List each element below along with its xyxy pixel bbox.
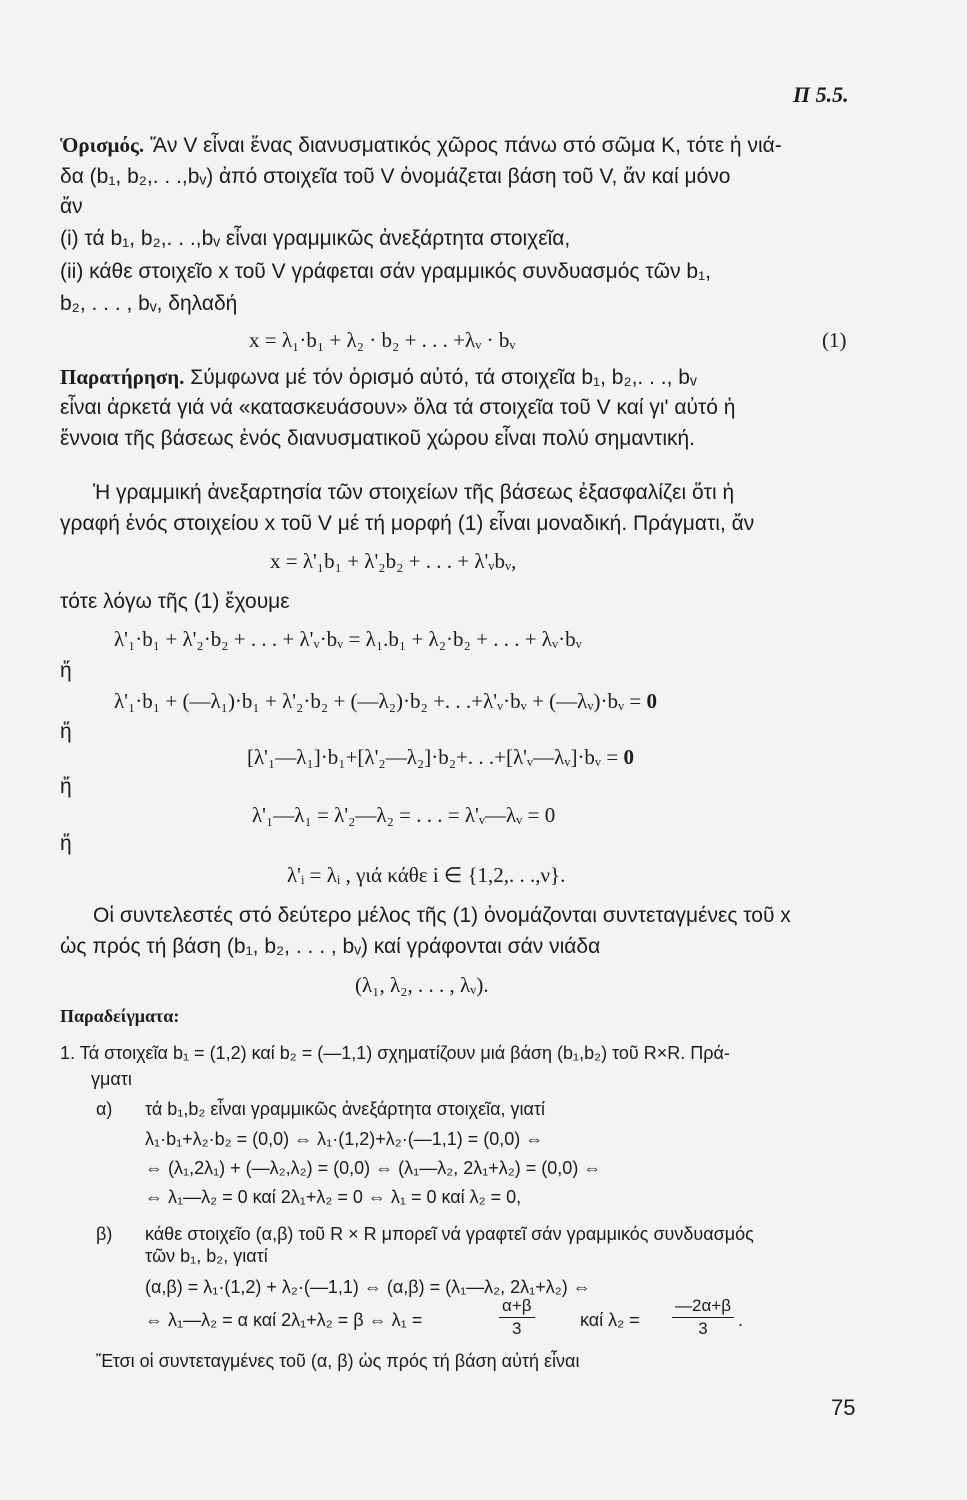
equation-f: λ'ᵢ = λᵢ , γιά κάθε i ∈ {1,2,. . .,ν}. <box>287 863 566 887</box>
fraction-lambda-1 <box>499 1295 535 1340</box>
uniqueness-line-2: γραφή ἑνός στοιχείου x τοῦ V μέ τή μορφή (1) εἶναι μοναδική. Πράγματι, ἄν <box>60 512 755 535</box>
example-1-line-1: 1. Τά στοιχεῖα b₁ = (1,2) καί b₂ = (—1,1) σχηματίζουν μιά βάση (b₁,b₂) τοῦ R×R. Πρά- <box>60 1043 730 1063</box>
item-b-line-1: κάθε στοιχεῖο (α,β) τοῦ R × R μπορεῖ νά γραφτεῖ σάν γραμμικός συνδυασμός <box>145 1224 754 1244</box>
definition-line-3: ἄν <box>60 195 83 218</box>
equation-d-text: [λ'₁—λ₁]·b₁+[λ'₂—λ₂]·b₂+. . .+[λ'ᵥ—λᵥ]·bᵥ = <box>247 745 624 769</box>
condition-i: (i) τά b₁, b₂,. . .,bᵥ εἶναι γραμμικῶς ἀνεξάρτητα στοιχεῖα, <box>60 227 571 250</box>
fraction-lambda-2 <box>672 1295 734 1340</box>
equation-c <box>114 688 657 714</box>
equation-c-text: λ'₁·b₁ + (—λ₁)·b₁ + λ'₂·b₂ + (—λ₂)·b₂ +. . .+λ'ᵥ·bᵥ + (—λᵥ)·bᵥ = <box>114 689 647 713</box>
item-b-line-4-mid: καί λ₂ = <box>580 1310 640 1330</box>
item-b-line-2: τῶν b₁, b₂, γιατί <box>145 1246 268 1266</box>
remark-line-3: ἔννοια τῆς βάσεως ἑνός διανυσματικοῦ χώρου εἶναι πολύ σημαντική. <box>60 427 695 450</box>
or-word: ἤ <box>60 775 72 798</box>
item-b-line-3: (α,β) = λ₁·(1,2) + λ₂·(—1,1) ⇔ (α,β) = (λ₁—λ₂, 2λ₁+λ₂) ⇔ <box>145 1277 591 1297</box>
coordinates-line-1: Οἱ συντελεστές στό δεύτερο μέλος τῆς (1) ὀνομάζονται συντεταγμένες τοῦ x <box>93 904 791 927</box>
equation-a: x = λ'₁b₁ + λ'₂b₂ + . . . + λ'ᵥbᵥ, <box>270 549 517 573</box>
final-line: Ἔτσι οἱ συντεταγμένες τοῦ (α, β) ὡς πρός τή βάση αὐτή εἶναι <box>96 1351 580 1371</box>
remark-label: Παρατήρηση. <box>60 365 185 389</box>
fraction-2-denominator: 3 <box>698 1319 708 1338</box>
definition-line-1 <box>60 132 782 159</box>
uniqueness-line-1: Ἡ γραμμική ἀνεξαρτησία τῶν στοιχείων τῆς βάσεως ἐξασφαλίζει ὅτι ἡ <box>93 481 735 504</box>
or-word: ἤ <box>60 832 72 855</box>
item-a-line-1: τά b₁,b₂ εἶναι γραμμικῶς ἀνεξάρτητα στοιχεῖα, γιατί <box>145 1099 546 1119</box>
definition-line-2: δα (b₁, b₂,. . .,bᵥ) ἀπό στοιχεῖα τοῦ V ὀνομάζεται βάση τοῦ V, ἄν καί μόνο <box>60 165 731 188</box>
item-a-line-2: λ₁·b₁+λ₂·b₂ = (0,0) ⇔ λ₁·(1,2)+λ₂·(—1,1) = (0,0) ⇔ <box>145 1129 544 1149</box>
condition-ii-line-2: b₂, . . . , bᵥ, δηλαδή <box>60 292 238 315</box>
equation-d-zero: 0 <box>623 745 634 769</box>
item-b-label: β) <box>96 1224 113 1244</box>
item-a-label: α) <box>96 1099 113 1119</box>
section-number: Π 5.5. <box>793 82 849 107</box>
coordinates-tuple: (λ₁, λ₂, . . . , λᵥ). <box>355 973 489 997</box>
page-number: 75 <box>831 1395 856 1420</box>
remark-text-1: Σύμφωνα μέ τόν ὁρισμό αὐτό, τά στοιχεῖα b₁, b₂,. . ., bᵥ <box>190 366 697 389</box>
examples-heading: Παραδείγματα: <box>60 1006 180 1026</box>
coordinates-line-2: ὡς πρός τή βάση (b₁, b₂, . . . , bᵥ) καί γράφονται σάν νιάδα <box>60 935 601 958</box>
fraction-2-numerator: —2α+β <box>672 1295 734 1318</box>
example-1-line-2: γματι <box>91 1069 132 1089</box>
condition-ii-line-1: (ii) κάθε στοιχεῖο x τοῦ V γράφεται σάν γραμμικός συνδυασμός τῶν b₁, <box>60 260 711 283</box>
equation-e: λ'₁—λ₁ = λ'₂—λ₂ = . . . = λ'ᵥ—λᵥ = 0 <box>252 803 556 827</box>
fraction-1-numerator: α+β <box>499 1295 535 1318</box>
definition-text-1: Ἄν V εἶναι ἕνας διανυσματικός χῶρος πάνω στό σῶμα K, τότε ἡ νιά- <box>149 134 782 157</box>
equation-b: λ'₁·b₁ + λ'₂·b₂ + . . . + λ'ᵥ·bᵥ = λ₁.b₁ + λ₂·b₂ + . . . + λᵥ·bᵥ <box>114 627 582 651</box>
remark-line-2: εἶναι ἀρκετά γιά νά «κατασκευάσουν» ὅλα τά στοιχεῖα τοῦ V καί γι' αὐτό ἡ <box>60 396 736 419</box>
item-b-line-4a: ⇔ λ₁—λ₂ = α καί 2λ₁+λ₂ = β ⇔ λ₁ = <box>145 1310 423 1330</box>
or-word: ἤ <box>60 659 72 682</box>
item-a-line-4: ⇔ λ₁—λ₂ = 0 καί 2λ₁+λ₂ = 0 ⇔ λ₁ = 0 καί λ₂ = 0, <box>145 1187 522 1207</box>
equation-c-zero: 0 <box>646 689 658 713</box>
or-word: ἤ <box>60 720 72 743</box>
item-b-line-4-end: . <box>738 1310 744 1330</box>
definition-label: Ὁρισμός. <box>60 133 145 157</box>
equation-d <box>247 744 634 770</box>
fraction-1-denominator: 3 <box>512 1319 522 1338</box>
equation-1: x = λ₁·b₁ + λ₂ · b₂ + . . . +λᵥ · bᵥ <box>249 328 516 352</box>
item-a-line-3: ⇔ (λ₁,2λ₁) + (—λ₂,λ₂) = (0,0) ⇔ (λ₁—λ₂, 2λ₁+λ₂) = (0,0) ⇔ <box>145 1158 602 1178</box>
uniqueness-line-3: τότε λόγω τῆς (1) ἔχουμε <box>60 590 290 613</box>
remark-line-1 <box>60 364 697 391</box>
equation-1-number: (1) <box>822 328 847 352</box>
